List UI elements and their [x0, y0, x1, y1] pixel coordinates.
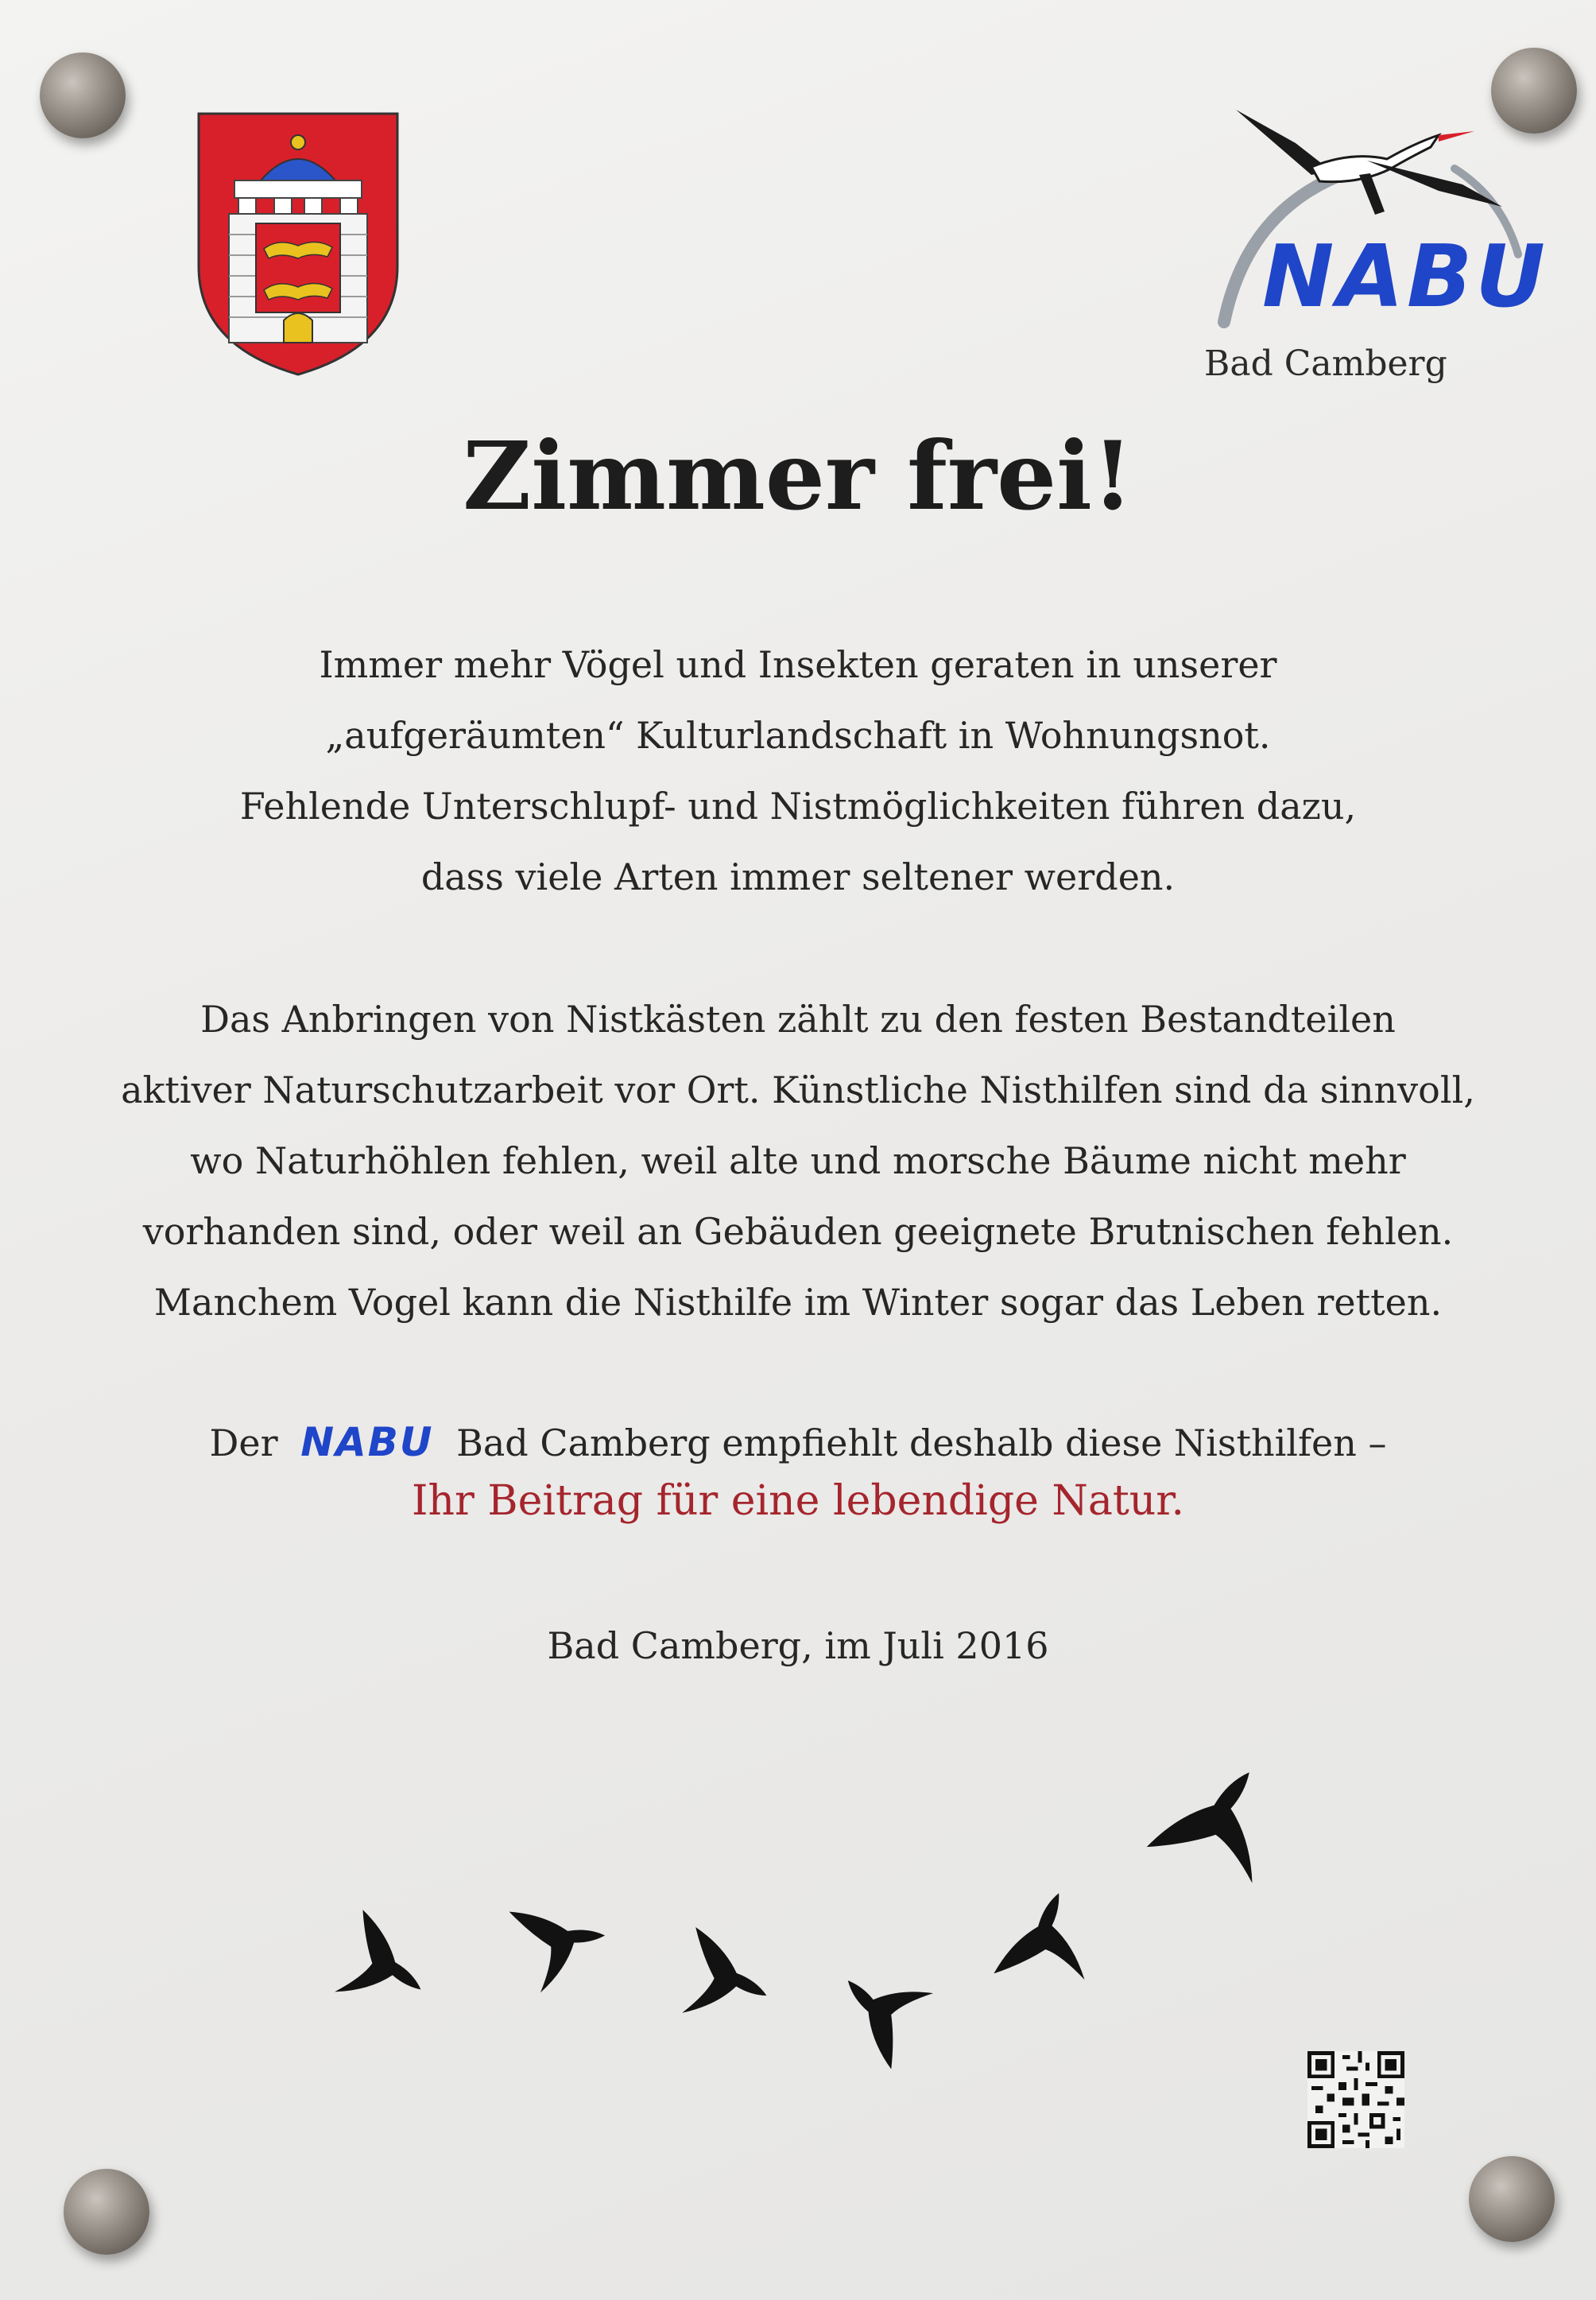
slogan: Ihr Beitrag für eine lebendige Natur.: [412, 1477, 1184, 1525]
screw-bottom-right: [1469, 2156, 1555, 2242]
qr-code-icon: [1307, 2051, 1404, 2148]
text-line: dass viele Arten immer seltener werden.: [420, 855, 1176, 898]
text-line: Manchem Vogel kann die Nisthilfe im Winter sogar das Leben retten.: [153, 1281, 1443, 1324]
nabu-logo-text: NABU: [1262, 227, 1548, 327]
swallow-icon: [822, 1946, 946, 2069]
body-paragraph: [0, 984, 1596, 1338]
text-line: „aufgeräumten“ Kulturlandschaft in Wohnungsnot.: [325, 714, 1271, 757]
recommendation-suffix: Bad Camberg empfiehlt deshalb diese Nisthilfen –: [456, 1422, 1387, 1464]
recommendation-line: [0, 1407, 1596, 1479]
dateline: Bad Camberg, im Juli 2016: [547, 1624, 1049, 1667]
text-line: wo Naturhöhlen fehlen, weil alte und morsche Bäume nicht mehr: [190, 1139, 1406, 1182]
text-line: vorhanden sind, oder weil an Gebäuden geeignete Brutnischen fehlen.: [142, 1210, 1454, 1253]
text-line: Das Anbringen von Nistkästen zählt zu den festen Bestandteilen: [200, 998, 1396, 1041]
swallow-icon: [994, 1883, 1104, 1997]
swallow-icon: [320, 1910, 441, 2028]
text-line: Immer mehr Vögel und Insekten geraten in unserer: [319, 643, 1277, 686]
screw-top-left: [40, 52, 126, 138]
nabu-logo-subtitle: Bad Camberg: [1204, 343, 1447, 384]
recommendation-prefix: Der: [209, 1422, 278, 1464]
coat-of-arms-icon: [191, 107, 405, 378]
nabu-inline-logo: NABU: [300, 1419, 434, 1465]
text-line: Fehlende Unterschlupf- und Nistmöglichkeiten führen dazu,: [239, 785, 1357, 828]
swallow-icon: [667, 1927, 781, 2038]
swallow-icon: [1147, 1747, 1300, 1902]
screw-bottom-left: [64, 2169, 149, 2255]
swallow-icon: [509, 1896, 613, 1996]
swallows-illustration: [302, 1693, 1319, 2075]
intro-paragraph: [0, 630, 1596, 913]
page-title: Zimmer frei!: [463, 421, 1133, 531]
text-line: aktiver Naturschutzarbeit vor Ort. Künstliche Nisthilfen sind da sinnvoll,: [121, 1069, 1475, 1111]
